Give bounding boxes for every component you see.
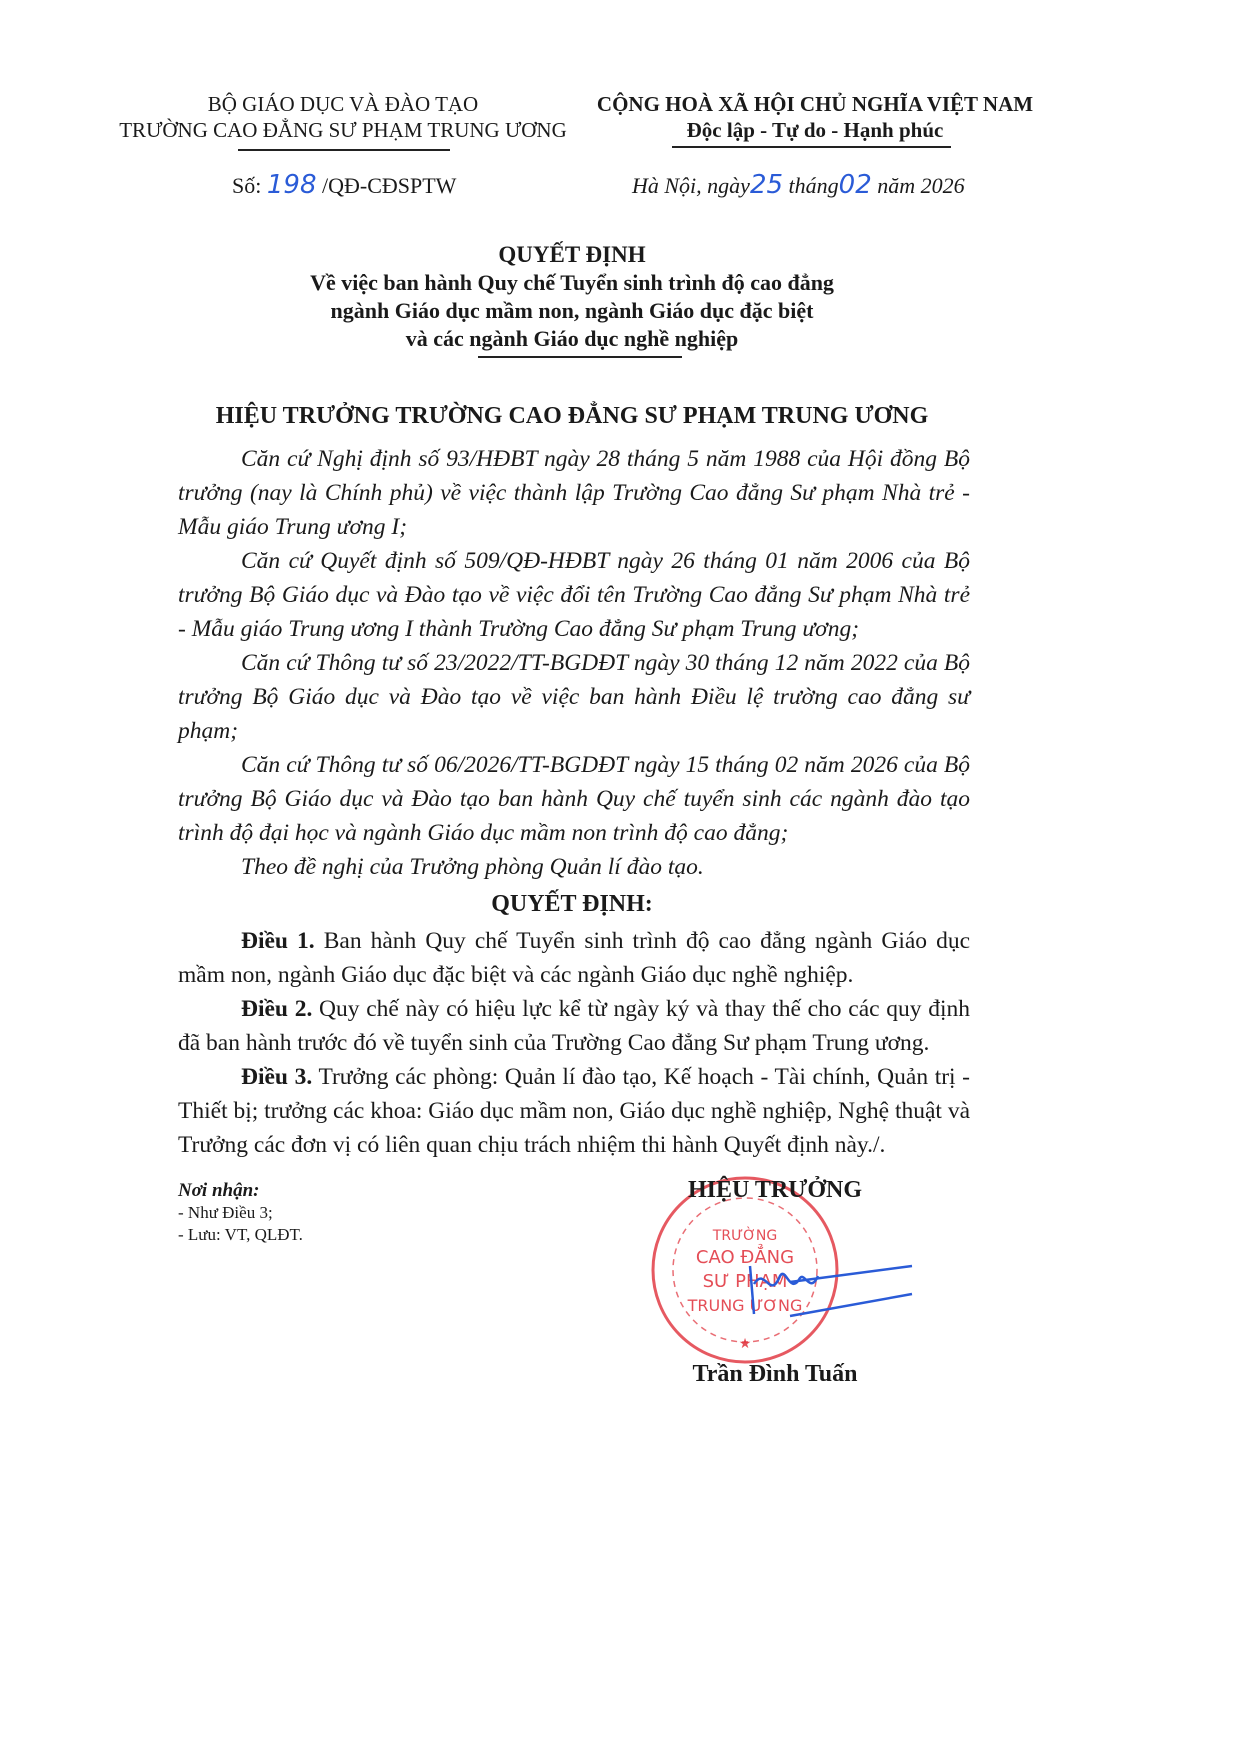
recipients-title: Nơi nhận: — [178, 1179, 260, 1201]
stamp-line: CAO ĐẲNG — [695, 1246, 795, 1268]
article-3 — [178, 1060, 970, 1162]
divider — [478, 356, 682, 358]
legal-basis: Căn cứ Thông tư số 06/2026/TT-BGDĐT ngày 15 tháng 02 năm 2026 của Bộ trưởng Bộ Giáo dục và Đào tạo ban hành Quy chế tuyển sinh các ngành đào tạo trình độ đại học và ngành Giáo dục mầm non trình độ cao đẳng; — [178, 751, 970, 846]
date-year: năm 2026 — [877, 173, 965, 198]
document-date — [632, 170, 965, 200]
recipient-item: - Lưu: VT, QLĐT. — [178, 1224, 303, 1244]
signer-name: Trần Đình Tuấn — [692, 1360, 858, 1387]
article-label: Điều 2. — [241, 995, 313, 1022]
star-icon: ★ — [738, 1335, 752, 1352]
decision-heading: QUYẾT ĐỊNH: — [491, 890, 653, 917]
article-text: Trưởng các phòng: Quản lí đào tạo, Kế hoạch - Tài chính, Quản trị - Thiết bị; trưởng các khoa: Giáo dục mầm non, Giáo dục nghề nghiệp, Nghệ thuật và Trưởng các đơn vị có liên quan chịu trách nhiệm thi hành Quyết định này./. — [178, 1063, 971, 1158]
signature-block — [640, 1176, 910, 1386]
article-text: Quy chế này có hiệu lực kể từ ngày ký và thay thế cho các quy định đã ban hành trước đó về tuyển sinh của Trường Cao đẳng Sư phạm Trung ương. — [178, 995, 971, 1056]
handwritten-number: 198 — [266, 170, 317, 200]
title-heading: QUYẾT ĐỊNH — [498, 242, 646, 267]
recipient-item: - Như Điều 3; — [178, 1202, 273, 1222]
divider — [238, 149, 450, 151]
school-name: TRƯỜNG CAO ĐẲNG SƯ PHẠM TRUNG ƯƠNG — [119, 118, 567, 142]
number-suffix: /QĐ-CĐSPTW — [322, 173, 457, 198]
stamp-line: SƯ PHẠM — [702, 1270, 788, 1292]
ministry-name: BỘ GIÁO DỤC VÀ ĐÀO TẠO — [207, 92, 479, 116]
decision-title — [170, 241, 974, 353]
legal-basis: Căn cứ Nghị định số 93/HĐBT ngày 28 tháng 5 năm 1988 của Hội đồng Bộ trưởng (nay là Chính phủ) về việc thành lập Trường Cao đẳng Sư phạm Nhà trẻ - Mẫu giáo Trung ương I; — [178, 445, 970, 540]
motto: Độc lập - Tự do - Hạnh phúc — [686, 118, 944, 142]
date-month-label: tháng — [788, 173, 839, 198]
document-body — [170, 241, 974, 1386]
signer-role: HIỆU TRƯỞNG — [687, 1176, 863, 1203]
recipients — [178, 1180, 303, 1246]
legal-basis: Theo đề nghị của Trưởng phòng Quản lí đào tạo. — [241, 853, 704, 880]
handwritten-day: 25 — [749, 170, 784, 200]
issuing-authority: HIỆU TRƯỞNG TRƯỜNG CAO ĐẲNG SƯ PHẠM TRUNG ƯƠNG — [215, 402, 929, 429]
date-place: Hà Nội, ngày — [632, 173, 750, 198]
article-text: Ban hành Quy chế Tuyển sinh trình độ cao đẳng ngành Giáo dục mầm non, ngành Giáo dục đặc biệt và các ngành Giáo dục nghề nghiệp. — [178, 927, 971, 988]
subject-line: ngành Giáo dục mầm non, ngành Giáo dục đặc biệt — [330, 298, 814, 323]
article-label: Điều 3. — [241, 1063, 313, 1090]
handwritten-month: 02 — [838, 170, 872, 200]
stamp-line: TRƯỜNG — [712, 1227, 778, 1244]
legal-basis: Căn cứ Thông tư số 23/2022/TT-BGDĐT ngày 30 tháng 12 năm 2022 của Bộ trưởng Bộ Giáo dục và Đào tạo về việc ban hành Điều lệ trường cao đẳng sư phạm; — [178, 649, 970, 744]
legal-basis: Căn cứ Quyết định số 509/QĐ-HĐBT ngày 26 tháng 01 năm 2006 của Bộ trưởng Bộ Giáo dục và Đào tạo về việc đổi tên Trường Cao đẳng Sư phạm Nhà trẻ - Mẫu giáo Trung ương I thành Trường Cao đẳng Sư phạm Trung ương; — [178, 547, 970, 642]
divider — [672, 146, 951, 148]
article-label: Điều 1. — [241, 927, 315, 954]
articles — [178, 924, 970, 1162]
document-number — [232, 170, 456, 200]
signature-row — [170, 1176, 974, 1386]
legal-bases — [178, 442, 970, 884]
nation-name: CỘNG HOÀ XÃ HỘI CHỦ NGHĨA VIỆT NAM — [596, 92, 1034, 116]
article-1 — [178, 924, 970, 992]
header-left — [110, 91, 576, 143]
header-right — [592, 91, 1038, 143]
number-prefix: Số: — [232, 173, 262, 198]
subject-line: Về việc ban hành Quy chế Tuyển sinh trình độ cao đẳng — [310, 270, 834, 295]
subject-line: và các ngành Giáo dục nghề nghiệp — [405, 326, 739, 351]
article-2 — [178, 992, 970, 1060]
stamp-line: TRUNG ƯƠNG — [687, 1295, 803, 1315]
